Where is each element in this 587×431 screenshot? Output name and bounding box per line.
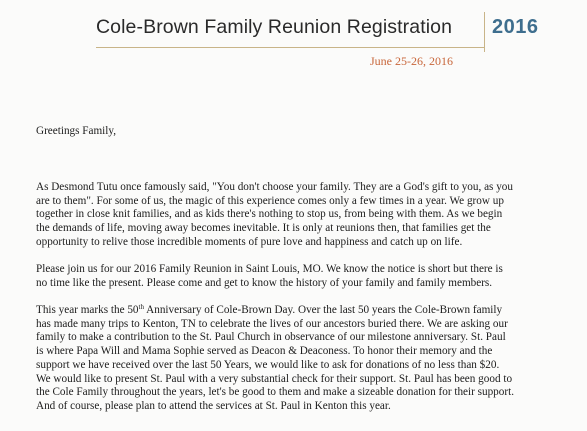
header-rule [96, 47, 484, 48]
event-date: June 25-26, 2016 [370, 54, 453, 68]
paragraph-line: We would like to present St. Paul with a very substantial check for their support. St. Paul has been good to [36, 372, 513, 385]
anniversary-text-after: Anniversary of Cole-Brown Day. Over the last 50 years the Cole-Brown family [143, 304, 503, 316]
paragraph-line: support we have received over the last 50 Years, we would like to ask for donations of no less than $20. [36, 358, 500, 371]
anniversary-text-before: This year marks the 50 [36, 304, 139, 316]
header-year: 2016 [492, 16, 539, 38]
ordinal-suffix: th [138, 303, 144, 311]
page-title: Cole-Brown Family Reunion Registration [96, 16, 453, 38]
paragraph-invitation [36, 263, 576, 290]
paragraph-line [36, 304, 576, 318]
paragraph-line: no time like the present. Please come and get to know the history of your family and family members. [36, 276, 493, 289]
paragraph-line: is where Papa Will and Mama Sophie served as Deacon & Deaconess. To honor their memory and the [36, 345, 493, 358]
paragraph-line: family to make a contribution to the St. Paul Church in observance of our milestone anniversary. St. Paul [36, 331, 506, 344]
letter-greeting: Greetings Family, [36, 125, 117, 137]
paragraph-line: the Cole Family throughout the years, let's be good to them and make a sizeable donation for their support. [36, 386, 514, 399]
paragraph-line: the demands of life, moving away becomes inevitable. It is only at reunions then, that families get the [36, 222, 491, 235]
paragraph-line: opportunity to relive those incredible moments of pure love and happiness and catch up on life. [36, 235, 463, 248]
header-divider [484, 12, 485, 52]
paragraph-line: has made many trips to Kenton, TN to celebrate the lives of our ancestors buried there. We are asking our [36, 317, 508, 330]
paragraph-tutu-quote [36, 181, 576, 250]
paragraph-line: As Desmond Tutu once famously said, "You don't choose your family. They are a God's gift to you, as you [36, 181, 513, 193]
paragraph-anniversary [36, 304, 576, 414]
paragraph-line: Please join us for our 2016 Family Reunion in Saint Louis, MO. We know the notice is short but there is [36, 263, 503, 275]
paragraph-line: are to them". For some of us, the magic of this experience comes only a few times in a year. We grow up [36, 194, 504, 207]
paragraph-line: together in close knit families, and as kids there's nothing to stop us, from being with them. As we begin [36, 208, 503, 221]
paragraph-line: And of course, please plan to attend the services at St. Paul in Kenton this year. [36, 399, 391, 412]
